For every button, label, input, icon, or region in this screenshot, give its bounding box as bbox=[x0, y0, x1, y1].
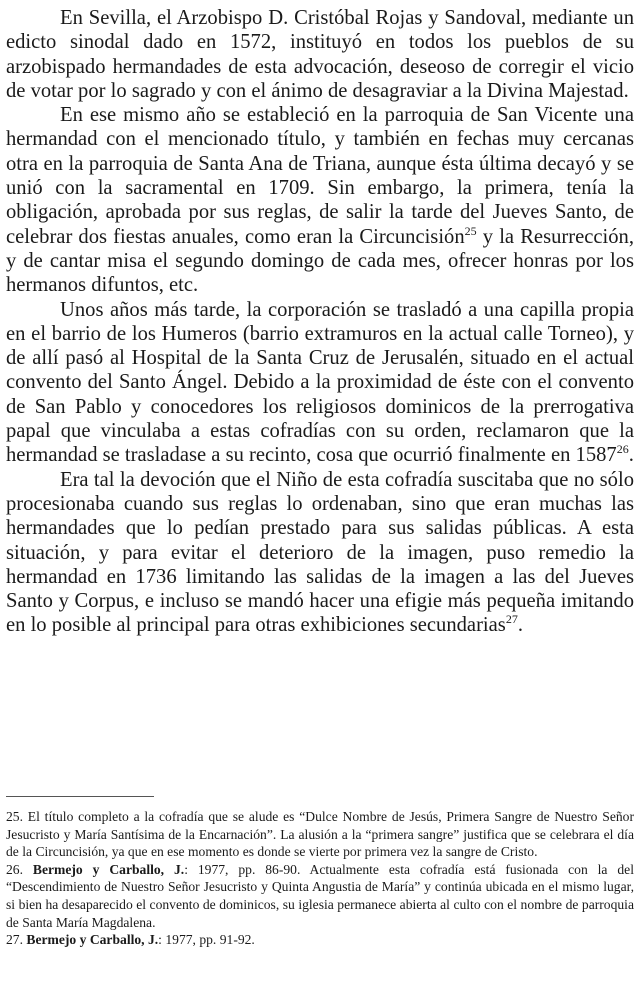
paragraph-text: . bbox=[517, 614, 523, 637]
footnote-text: : 1977, pp. 91-92. bbox=[158, 932, 255, 948]
paragraph-text: Unos años más tarde, la corporación se trasladó a una capilla propia en el barrio de los Humeros (barrio extramuros en la actual calle Torneo), y de allí pasó al Hospital de la Santa Cruz de Jerusalén, situado en el actual convento del Santo Ángel. Debido a la proximidad de éste con el convento de San Pablo y conocedores los religiosos dominicos de la prerrogativa papal que vinculaba a estas cofradías con su orden, reclamaron que la hermandad se trasladase a su recinto, cosa que ocurrió finalmente en 1587 bbox=[6, 298, 634, 467]
footnote-number: 27. bbox=[6, 932, 23, 948]
paragraph-text: . bbox=[628, 444, 634, 467]
footnote-text: : 1977, pp. 86-90. Actualmente esta cofradía está fusionada con la del “Descendimiento de Nuestro Señor Jesucristo y Quinta Angustia de María” y continúa ubicada en el mismo lugar, si bien ha desaparecido el convento de dominicos, su iglesia permanece abierta al culto con el nombre de parroquia de Santa María Magdalena. bbox=[6, 861, 634, 930]
footnote-author: Bermejo y Carballo, J. bbox=[26, 932, 159, 948]
footnote-26 bbox=[6, 861, 634, 931]
paragraph-text: En ese mismo año se estableció en la parroquia de San Vicente una hermandad con el mencionado título, y también en fechas muy cercanas otra en la parroquia de Santa Ana de Triana, aunque ésta última decayó y se unió con la sacramental en 1709. Sin embargo, la primera, tenía la obligación, aprobada por sus reglas, de salir la tarde del Jueves Santo, de celebrar dos fiestas anuales, como eran la Circuncisión bbox=[6, 104, 634, 248]
footnote-number: 25. bbox=[6, 809, 23, 824]
footnote-27 bbox=[6, 931, 634, 949]
footnote-ref-25: 25 bbox=[464, 223, 477, 238]
footnote-separator bbox=[6, 796, 154, 797]
paragraph-2 bbox=[6, 103, 634, 297]
main-text bbox=[6, 6, 634, 638]
paragraph-text: y la Resurrección, y de cantar misa el segundo domingo de cada mes, ofrecer honras por los hermanos difuntos, etc. bbox=[6, 225, 634, 297]
paragraph-4 bbox=[6, 468, 634, 638]
footnote-text: El título completo a la cofradía que se alude es “Dulce Nombre de Jesús, Primera Sangre de Nuestro Señor Jesucristo y María Santísima de la Encarnación”. La alusión a la “primera sangre” justifica que se celebrara el día de la Circuncisión, ya que en ese momento es donde se vierte por primera vez la sangre de Cristo. bbox=[6, 809, 634, 860]
footnote-25 bbox=[6, 808, 634, 861]
footnote-ref-27: 27 bbox=[505, 612, 518, 627]
footnote-ref-26: 26 bbox=[616, 442, 629, 457]
footnote-number: 26. bbox=[6, 861, 23, 877]
footnote-author: Bermejo y Carballo, J. bbox=[32, 861, 185, 877]
paragraph-text: En Sevilla, el Arzobispo D. Cristóbal Rojas y Sandoval, mediante un edicto sinodal dado en 1572, instituyó en todos los pueblos de su arzobispado hermandades de esta advocación, deseoso de corregir el vicio de votar por lo sagrado y con el ánimo de desagraviar a la Divina Majestad. bbox=[6, 7, 634, 102]
paragraph-text: Era tal la devoción que el Niño de esta cofradía suscitaba que no sólo procesionaba cuando sus reglas lo ordenaban, sino que eran muchas las hermandades que lo pedían prestado para sus salidas públicas. A esta situación, y para evitar el deterioro de la imagen, puso remedio la hermandad en 1736 limitando las salidas de la imagen a las del Jueves Santo y Corpus, e incluso se mandó hacer una efigie más pequeña imitando en lo posible al principal para otras exhibiciones secundarias bbox=[6, 468, 634, 637]
footnotes bbox=[6, 808, 634, 949]
paragraph-1 bbox=[6, 6, 634, 103]
paragraph-3 bbox=[6, 298, 634, 468]
